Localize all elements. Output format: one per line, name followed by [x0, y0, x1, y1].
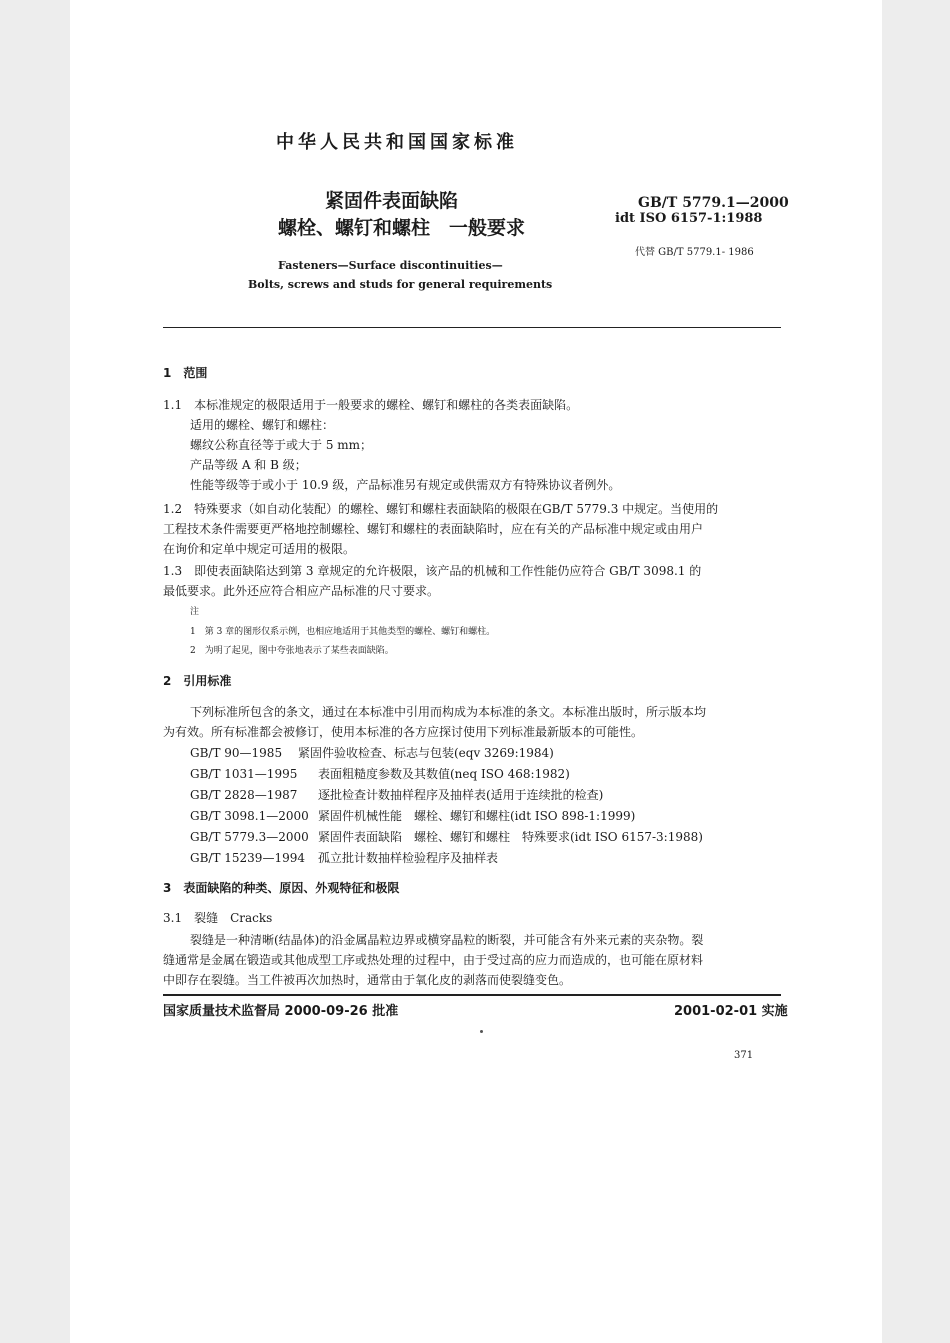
country-standard-title: 中华人民共和国国家标准: [276, 132, 518, 153]
section-3-heading: 3 表面缺陷的种类、原因、外观特征和极限: [163, 881, 400, 895]
section-2-intro-line2: 为有效。所有标准都会被修订，使用本标准的各方应探讨使用下列标准最新版本的可能性。: [163, 725, 644, 739]
document-title-line2: 螺栓、螺钉和螺柱 一般要求: [278, 217, 526, 239]
idt-reference: idt ISO 6157-1:1988: [615, 211, 763, 226]
header-divider: [163, 327, 781, 328]
scan-speck: [480, 1030, 483, 1033]
page-number: 371: [734, 1050, 754, 1061]
english-title-line2: Bolts, screws and studs for general requirements: [248, 278, 553, 291]
reference-title: 孤立批计数抽样检验程序及抽样表: [318, 851, 499, 865]
clause-3-1-line3: 中即存在裂缝。当工件被再次加热时，通常由于氧化皮的剥落而使裂缝变色。: [163, 973, 572, 987]
reference-code: GB/T 2828—1987: [190, 788, 298, 802]
clause-1-1-line1: 1.1 本标准规定的极限适用于一般要求的螺栓、螺钉和螺柱的各类表面缺陷。: [163, 398, 579, 412]
reference-item: [190, 764, 570, 784]
replaces-standard: 代替 GB/T 5779.1- 1986: [635, 247, 754, 258]
document-title-line1: 紧固件表面缺陷: [325, 190, 459, 212]
clause-1-1-line5: 性能等级等于或小于 10.9 级，产品标准另有规定或供需双方有特殊协议者例外。: [190, 478, 621, 492]
clause-3-1-line1: 裂缝是一种清晰(结晶体)的沿金属晶粒边界或横穿晶粒的断裂，并可能含有外来元素的夹杂物。裂: [190, 933, 704, 947]
section-2-heading: 2 引用标准: [163, 674, 232, 688]
reference-item: [190, 743, 554, 763]
effective-date: 2001-02-01 实施: [674, 1004, 788, 1019]
standard-number: GB/T 5779.1—2000: [638, 195, 789, 211]
reference-item: [190, 785, 603, 805]
clause-1-1-line3: 螺纹公称直径等于或大于 5 mm；: [190, 438, 373, 452]
note-label: 注: [190, 607, 200, 617]
clause-3-1-heading: 3.1 裂缝 Cracks: [163, 911, 273, 925]
note-2: 2 为明了起见，图中夸张地表示了某些表面缺陷。: [190, 646, 394, 656]
clause-1-2-line3: 在询价和定单中规定可适用的极限。: [163, 542, 356, 556]
reference-code: GB/T 15239—1994: [190, 851, 305, 865]
reference-item: [190, 827, 703, 847]
english-title-line1: Fasteners—Surface discontinuities—: [278, 259, 503, 272]
reference-title: 紧固件验收检查、标志与包装(eqv 3269:1984): [298, 746, 554, 760]
clause-1-1-line2: 适用的螺栓、螺钉和螺柱：: [190, 418, 335, 432]
reference-item: [190, 806, 635, 826]
reference-item: [190, 848, 498, 868]
footer-divider: [163, 994, 781, 996]
reference-title: 紧固件表面缺陷 螺栓、螺钉和螺柱 特殊要求(idt ISO 6157-3:1988): [318, 830, 703, 844]
reference-title: 紧固件机械性能 螺栓、螺钉和螺柱(idt ISO 898-1:1999): [318, 809, 636, 823]
reference-title: 逐批检查计数抽样程序及抽样表(适用于连续批的检查): [318, 788, 604, 802]
reference-code: GB/T 1031—1995: [190, 767, 298, 781]
reference-code: GB/T 3098.1—2000: [190, 809, 309, 823]
clause-3-1-line2: 缝通常是金属在锻造或其他成型工序或热处理的过程中，由于受过高的应力而造成的，也可能在原材料: [163, 953, 704, 967]
reference-code: GB/T 5779.3—2000: [190, 830, 309, 844]
section-1-heading: 1 范围: [163, 366, 208, 380]
note-1: 1 第 3 章的图形仅系示例，也相应地适用于其他类型的螺栓、螺钉和螺柱。: [190, 627, 496, 637]
clause-1-3-line2: 最低要求。此外还应符合相应产品标准的尺寸要求。: [163, 584, 440, 598]
clause-1-2-line1: 1.2 特殊要求（如自动化装配）的螺栓、螺钉和螺柱表面缺陷的极限在GB/T 5779.3 中规定。当使用的: [163, 502, 719, 516]
reference-title: 表面粗糙度参数及其数值(neq ISO 468:1982): [318, 767, 570, 781]
section-2-intro-line1: 下列标准所包含的条文，通过在本标准中引用而构成为本标准的条文。本标准出版时，所示版本均: [190, 705, 707, 719]
approval-date: 国家质量技术监督局 2000-09-26 批准: [163, 1004, 399, 1019]
clause-1-3-line1: 1.3 即使表面缺陷达到第 3 章规定的允许极限，该产品的机械和工作性能仍应符合 GB/T 3098.1 的: [163, 564, 702, 578]
reference-code: GB/T 90—1985: [190, 746, 283, 760]
clause-1-1-line4: 产品等级 A 和 B 级；: [190, 458, 307, 472]
clause-1-2-line2: 工程技术条件需要更严格地控制螺栓、螺钉和螺柱的表面缺陷时，应在有关的产品标准中规定或由用户: [163, 522, 704, 536]
